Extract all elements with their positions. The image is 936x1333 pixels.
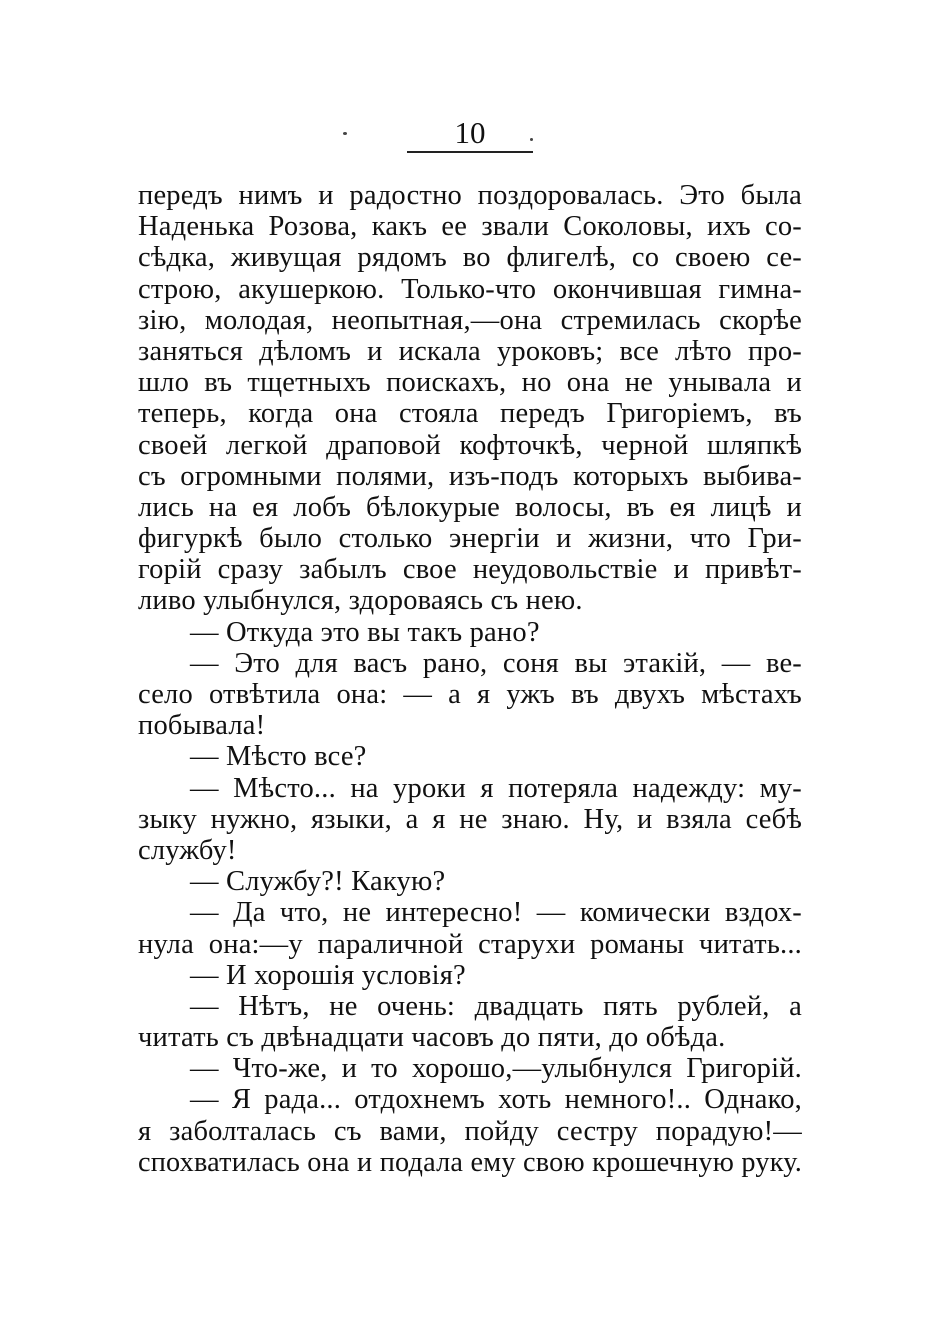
text-line: зію, молодая, неопытная,—она стремилась скорѣе — [138, 304, 802, 336]
text-line: я заболталась съ вами, пойду сестру порадую!— — [138, 1115, 802, 1147]
text-line: — Что-же, и то хорошо,—улыбнулся Григорій. — [190, 1053, 802, 1085]
text-line: спохватилась она и подала ему свою крошечную руку. — [138, 1146, 802, 1178]
text-line: зыку нужно, языки, а я не знаю. Ну, и взяла себѣ — [138, 803, 802, 835]
text-line: — Да что, не интересно! — комически вздох- — [190, 897, 802, 929]
text-line: — Я рада... отдохнемъ хоть немного!.. Однако, — [190, 1084, 802, 1116]
text-line: съ огромными полями, изъ-подъ которыхъ выбива- — [138, 460, 802, 492]
text-line: — И хорошія условія? — [190, 959, 466, 991]
page-header — [0, 112, 936, 172]
text-line: — Откуда это вы такъ рано? — [190, 616, 540, 648]
text-line: заняться дѣломъ и искала уроковъ; все лѣто про- — [138, 335, 802, 367]
text-line: Наденька Розова, какъ ее звали Соколовы, ихъ со- — [138, 211, 802, 243]
text-line: — Мѣсто все? — [190, 741, 367, 773]
text-line: сѣдка, живущая рядомъ во флигелѣ, со своею се- — [138, 242, 802, 274]
text-line: лись на ея лобъ бѣлокурые волосы, въ ея лицѣ и — [138, 491, 802, 523]
header-rule — [407, 151, 533, 153]
print-speck — [530, 138, 533, 141]
text-line: теперь, когда она стояла передъ Григоріемъ, въ — [138, 398, 802, 430]
text-line: — Нѣтъ, не очень: двадцать пять рублей, а — [190, 990, 802, 1022]
page-number: 10 — [454, 115, 486, 150]
text-line: ливо улыбнулся, здороваясь съ нею. — [138, 585, 583, 617]
body-text — [138, 180, 802, 1178]
text-line: службу! — [138, 834, 237, 866]
text-line: нула она:—у параличной старухи романы читать... — [138, 928, 802, 960]
text-line: фигуркѣ было столько энергіи и жизни, что Гри- — [138, 523, 802, 555]
text-line: строю, акушеркою. Только-что окончившая гимна- — [138, 273, 802, 305]
text-line: побывала! — [138, 710, 266, 742]
text-line: горій сразу забылъ свое неудовольствіе и привѣт- — [138, 554, 802, 586]
text-line: — Службу?! Какую? — [190, 866, 446, 898]
text-line: читать съ двѣнадцати часовъ до пяти, до обѣда. — [138, 1022, 726, 1054]
text-line: — Мѣсто... на уроки я потеряла надежду: му- — [190, 772, 802, 804]
text-line: передъ нимъ и радостно поздоровалась. Это была — [138, 180, 802, 211]
text-line: село отвѣтила она: — а я ужъ въ двухъ мѣстахъ — [138, 679, 802, 710]
print-speck — [343, 132, 347, 135]
text-line: шло въ тщетныхъ поискахъ, но она не унывала и — [138, 367, 802, 399]
text-line: — Это для васъ рано, соня вы этакій, — ве- — [190, 647, 802, 679]
text-line: своей легкой драповой кофточкѣ, черной шляпкѣ — [138, 429, 802, 461]
